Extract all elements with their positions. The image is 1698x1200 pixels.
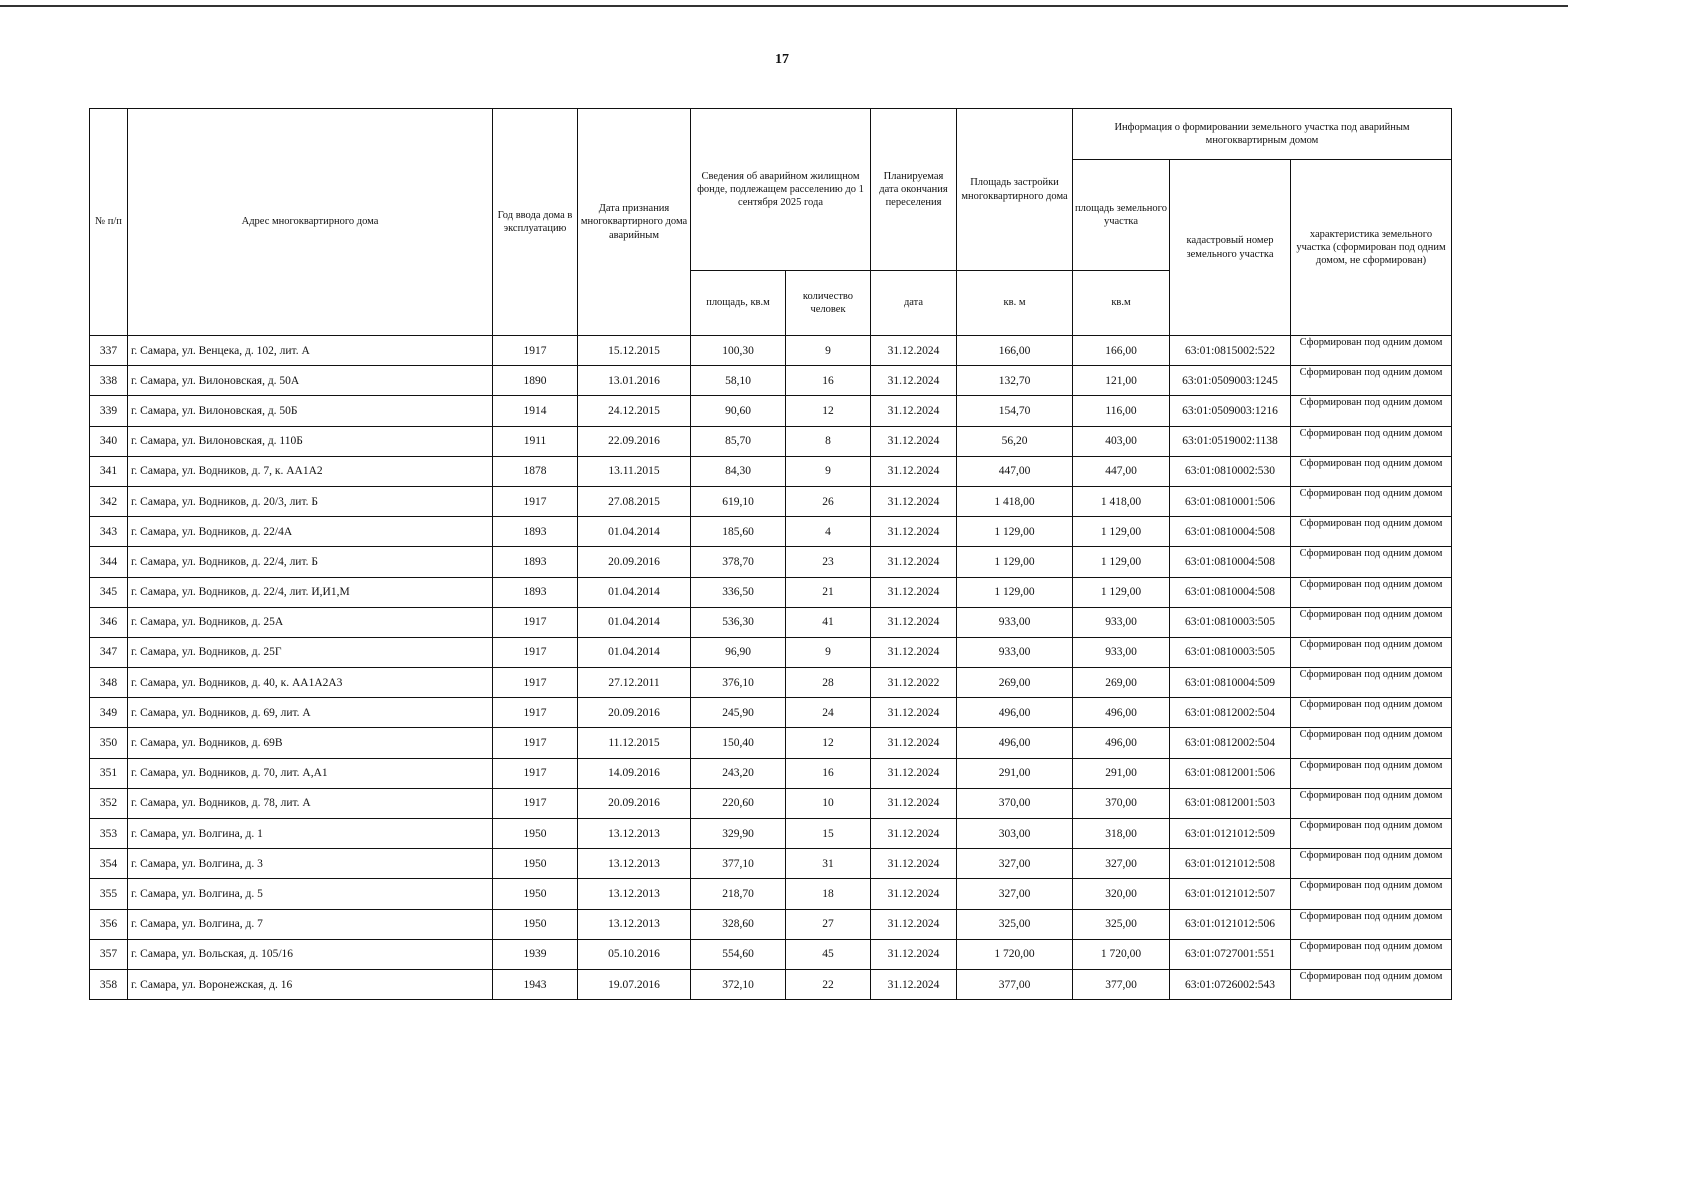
header-land-area-unit: кв.м xyxy=(1073,271,1170,336)
row-building-area: 377,00 xyxy=(957,969,1073,999)
row-area: 100,30 xyxy=(691,336,786,366)
row-planned-date: 31.12.2024 xyxy=(871,969,957,999)
row-number: 353 xyxy=(90,819,128,849)
row-number: 342 xyxy=(90,486,128,516)
row-people: 22 xyxy=(786,969,871,999)
row-area: 218,70 xyxy=(691,879,786,909)
table-row xyxy=(90,607,1452,637)
row-number: 346 xyxy=(90,607,128,637)
row-land-area: 269,00 xyxy=(1073,668,1170,698)
row-cadastral: 63:01:0810003:505 xyxy=(1170,607,1291,637)
row-area: 220,60 xyxy=(691,788,786,818)
row-building-area: 1 418,00 xyxy=(957,486,1073,516)
row-cadastral: 63:01:0509003:1245 xyxy=(1170,366,1291,396)
row-year: 1914 xyxy=(493,396,578,426)
row-land-area: 318,00 xyxy=(1073,819,1170,849)
row-land-characteristic: Сформирован под одним домом xyxy=(1291,486,1452,516)
row-planned-date: 31.12.2024 xyxy=(871,879,957,909)
row-recognition-date: 05.10.2016 xyxy=(578,939,691,969)
header-land-area: площадь земельного участка xyxy=(1073,160,1170,271)
row-planned-date: 31.12.2024 xyxy=(871,396,957,426)
row-land-characteristic: Сформирован под одним домом xyxy=(1291,698,1452,728)
row-land-area: 1 129,00 xyxy=(1073,517,1170,547)
row-land-characteristic: Сформирован под одним домом xyxy=(1291,517,1452,547)
row-building-area: 1 129,00 xyxy=(957,517,1073,547)
table-row xyxy=(90,788,1452,818)
row-recognition-date: 13.12.2013 xyxy=(578,879,691,909)
row-number: 356 xyxy=(90,909,128,939)
row-cadastral: 63:01:0810004:508 xyxy=(1170,577,1291,607)
row-building-area: 1 720,00 xyxy=(957,939,1073,969)
row-land-area: 327,00 xyxy=(1073,849,1170,879)
table-row xyxy=(90,849,1452,879)
table-row xyxy=(90,698,1452,728)
row-recognition-date: 20.09.2016 xyxy=(578,547,691,577)
row-land-area: 166,00 xyxy=(1073,336,1170,366)
row-building-area: 56,20 xyxy=(957,426,1073,456)
table-row xyxy=(90,486,1452,516)
row-recognition-date: 13.12.2013 xyxy=(578,909,691,939)
row-people: 31 xyxy=(786,849,871,879)
row-building-area: 327,00 xyxy=(957,849,1073,879)
row-address: г. Самара, ул. Водников, д. 22/4, лит. И,И1,М xyxy=(128,577,493,607)
row-cadastral: 63:01:0121012:509 xyxy=(1170,819,1291,849)
table-row xyxy=(90,758,1452,788)
row-planned-date: 31.12.2024 xyxy=(871,486,957,516)
row-cadastral: 63:01:0810004:508 xyxy=(1170,547,1291,577)
row-recognition-date: 01.04.2014 xyxy=(578,637,691,667)
header-cadastral: кадастровый номер земельного участка xyxy=(1170,160,1291,336)
row-land-area: 447,00 xyxy=(1073,456,1170,486)
row-building-area: 496,00 xyxy=(957,728,1073,758)
row-recognition-date: 24.12.2015 xyxy=(578,396,691,426)
row-people: 9 xyxy=(786,336,871,366)
row-land-characteristic: Сформирован под одним домом xyxy=(1291,969,1452,999)
row-land-area: 1 720,00 xyxy=(1073,939,1170,969)
row-land-characteristic: Сформирован под одним домом xyxy=(1291,577,1452,607)
row-area: 245,90 xyxy=(691,698,786,728)
row-planned-date: 31.12.2024 xyxy=(871,849,957,879)
row-address: г. Самара, ул. Водников, д. 69, лит. А xyxy=(128,698,493,728)
row-cadastral: 63:01:0812002:504 xyxy=(1170,698,1291,728)
row-cadastral: 63:01:0812001:503 xyxy=(1170,788,1291,818)
row-recognition-date: 22.09.2016 xyxy=(578,426,691,456)
header-people-count: количество человек xyxy=(786,271,871,336)
table-row xyxy=(90,396,1452,426)
row-planned-date: 31.12.2024 xyxy=(871,336,957,366)
header-building-area-unit: кв. м xyxy=(957,271,1073,336)
row-year: 1950 xyxy=(493,909,578,939)
row-year: 1893 xyxy=(493,577,578,607)
row-area: 372,10 xyxy=(691,969,786,999)
row-recognition-date: 27.12.2011 xyxy=(578,668,691,698)
row-land-area: 325,00 xyxy=(1073,909,1170,939)
row-people: 9 xyxy=(786,637,871,667)
row-address: г. Самара, ул. Водников, д. 40, к. АА1А2А3 xyxy=(128,668,493,698)
row-land-characteristic: Сформирован под одним домом xyxy=(1291,547,1452,577)
row-land-area: 116,00 xyxy=(1073,396,1170,426)
table-row xyxy=(90,366,1452,396)
page-number: 17 xyxy=(775,52,789,67)
row-land-characteristic: Сформирован под одним домом xyxy=(1291,668,1452,698)
row-planned-date: 31.12.2024 xyxy=(871,456,957,486)
row-area: 150,40 xyxy=(691,728,786,758)
row-year: 1917 xyxy=(493,698,578,728)
row-cadastral: 63:01:0519002:1138 xyxy=(1170,426,1291,456)
row-building-area: 327,00 xyxy=(957,879,1073,909)
row-planned-date: 31.12.2024 xyxy=(871,607,957,637)
row-year: 1917 xyxy=(493,486,578,516)
row-area: 329,90 xyxy=(691,819,786,849)
row-building-area: 269,00 xyxy=(957,668,1073,698)
row-building-area: 447,00 xyxy=(957,456,1073,486)
row-land-area: 403,00 xyxy=(1073,426,1170,456)
row-land-characteristic: Сформирован под одним домом xyxy=(1291,456,1452,486)
row-land-characteristic: Сформирован под одним домом xyxy=(1291,426,1452,456)
table-row xyxy=(90,939,1452,969)
row-people: 9 xyxy=(786,456,871,486)
row-land-characteristic: Сформирован под одним домом xyxy=(1291,607,1452,637)
row-address: г. Самара, ул. Волгина, д. 7 xyxy=(128,909,493,939)
row-land-characteristic: Сформирован под одним домом xyxy=(1291,909,1452,939)
row-recognition-date: 13.12.2013 xyxy=(578,819,691,849)
row-recognition-date: 27.08.2015 xyxy=(578,486,691,516)
row-address: г. Самара, ул. Волгина, д. 1 xyxy=(128,819,493,849)
row-land-area: 377,00 xyxy=(1073,969,1170,999)
row-number: 344 xyxy=(90,547,128,577)
row-recognition-date: 11.12.2015 xyxy=(578,728,691,758)
row-number: 340 xyxy=(90,426,128,456)
row-address: г. Самара, ул. Водников, д. 78, лит. А xyxy=(128,788,493,818)
row-recognition-date: 01.04.2014 xyxy=(578,577,691,607)
row-number: 349 xyxy=(90,698,128,728)
row-land-characteristic: Сформирован под одним домом xyxy=(1291,758,1452,788)
row-number: 352 xyxy=(90,788,128,818)
row-number: 339 xyxy=(90,396,128,426)
row-people: 45 xyxy=(786,939,871,969)
top-rule xyxy=(0,5,1568,7)
row-cadastral: 63:01:0121012:507 xyxy=(1170,879,1291,909)
row-planned-date: 31.12.2024 xyxy=(871,698,957,728)
table-row xyxy=(90,517,1452,547)
row-year: 1917 xyxy=(493,788,578,818)
row-year: 1911 xyxy=(493,426,578,456)
row-building-area: 166,00 xyxy=(957,336,1073,366)
row-cadastral: 63:01:0121012:506 xyxy=(1170,909,1291,939)
row-area: 58,10 xyxy=(691,366,786,396)
header-num: № п/п xyxy=(90,109,128,336)
row-people: 27 xyxy=(786,909,871,939)
row-address: г. Самара, ул. Водников, д. 70, лит. А,А1 xyxy=(128,758,493,788)
row-year: 1917 xyxy=(493,637,578,667)
emergency-housing-table xyxy=(89,108,1452,1000)
row-cadastral: 63:01:0810004:509 xyxy=(1170,668,1291,698)
row-year: 1950 xyxy=(493,849,578,879)
row-cadastral: 63:01:0815002:522 xyxy=(1170,336,1291,366)
row-cadastral: 63:01:0727001:551 xyxy=(1170,939,1291,969)
row-area: 84,30 xyxy=(691,456,786,486)
row-cadastral: 63:01:0810001:506 xyxy=(1170,486,1291,516)
header-planned-date: Планируемая дата окончания переселения xyxy=(871,109,957,271)
row-building-area: 303,00 xyxy=(957,819,1073,849)
row-area: 336,50 xyxy=(691,577,786,607)
row-address: г. Самара, ул. Вольская, д. 105/16 xyxy=(128,939,493,969)
row-year: 1917 xyxy=(493,336,578,366)
row-land-characteristic: Сформирован под одним домом xyxy=(1291,366,1452,396)
row-area: 185,60 xyxy=(691,517,786,547)
row-area: 376,10 xyxy=(691,668,786,698)
row-address: г. Самара, ул. Водников, д. 20/3, лит. Б xyxy=(128,486,493,516)
row-address: г. Самара, ул. Водников, д. 22/4, лит. Б xyxy=(128,547,493,577)
row-number: 354 xyxy=(90,849,128,879)
table-row xyxy=(90,879,1452,909)
row-people: 16 xyxy=(786,758,871,788)
row-land-characteristic: Сформирован под одним домом xyxy=(1291,819,1452,849)
row-address: г. Самара, ул. Волгина, д. 5 xyxy=(128,879,493,909)
row-cadastral: 63:01:0812002:504 xyxy=(1170,728,1291,758)
table-row xyxy=(90,819,1452,849)
table-row xyxy=(90,637,1452,667)
row-land-area: 1 418,00 xyxy=(1073,486,1170,516)
row-number: 351 xyxy=(90,758,128,788)
row-land-characteristic: Сформирован под одним домом xyxy=(1291,939,1452,969)
header-date-unit: дата xyxy=(871,271,957,336)
row-area: 619,10 xyxy=(691,486,786,516)
row-address: г. Самара, ул. Водников, д. 22/4А xyxy=(128,517,493,547)
row-recognition-date: 14.09.2016 xyxy=(578,758,691,788)
row-land-characteristic: Сформирован под одним домом xyxy=(1291,396,1452,426)
row-address: г. Самара, ул. Водников, д. 69В xyxy=(128,728,493,758)
row-planned-date: 31.12.2024 xyxy=(871,909,957,939)
row-area: 243,20 xyxy=(691,758,786,788)
row-planned-date: 31.12.2024 xyxy=(871,517,957,547)
row-cadastral: 63:01:0812001:506 xyxy=(1170,758,1291,788)
row-cadastral: 63:01:0726002:543 xyxy=(1170,969,1291,999)
row-land-characteristic: Сформирован под одним домом xyxy=(1291,788,1452,818)
row-recognition-date: 20.09.2016 xyxy=(578,788,691,818)
row-area: 90,60 xyxy=(691,396,786,426)
row-address: г. Самара, ул. Волгина, д. 3 xyxy=(128,849,493,879)
row-people: 12 xyxy=(786,396,871,426)
table-row xyxy=(90,909,1452,939)
table-header xyxy=(90,109,1452,336)
row-people: 23 xyxy=(786,547,871,577)
table-row xyxy=(90,547,1452,577)
row-planned-date: 31.12.2024 xyxy=(871,547,957,577)
row-planned-date: 31.12.2024 xyxy=(871,426,957,456)
row-area: 96,90 xyxy=(691,637,786,667)
row-number: 348 xyxy=(90,668,128,698)
row-address: г. Самара, ул. Вилоновская, д. 50Б xyxy=(128,396,493,426)
row-land-area: 370,00 xyxy=(1073,788,1170,818)
table-row xyxy=(90,668,1452,698)
row-people: 8 xyxy=(786,426,871,456)
table-row xyxy=(90,728,1452,758)
row-planned-date: 31.12.2024 xyxy=(871,637,957,667)
row-recognition-date: 13.01.2016 xyxy=(578,366,691,396)
row-address: г. Самара, ул. Венцека, д. 102, лит. А xyxy=(128,336,493,366)
table-row xyxy=(90,969,1452,999)
table-body xyxy=(90,336,1452,1000)
row-planned-date: 31.12.2024 xyxy=(871,577,957,607)
row-people: 12 xyxy=(786,728,871,758)
row-recognition-date: 15.12.2015 xyxy=(578,336,691,366)
row-building-area: 496,00 xyxy=(957,698,1073,728)
row-recognition-date: 13.12.2013 xyxy=(578,849,691,879)
row-land-characteristic: Сформирован под одним домом xyxy=(1291,849,1452,879)
row-address: г. Самара, ул. Водников, д. 7, к. АА1А2 xyxy=(128,456,493,486)
row-people: 26 xyxy=(786,486,871,516)
row-planned-date: 31.12.2024 xyxy=(871,939,957,969)
row-people: 28 xyxy=(786,668,871,698)
row-area: 554,60 xyxy=(691,939,786,969)
row-year: 1893 xyxy=(493,547,578,577)
row-area: 85,70 xyxy=(691,426,786,456)
row-building-area: 933,00 xyxy=(957,607,1073,637)
row-year: 1917 xyxy=(493,728,578,758)
header-area-sqm: площадь, кв.м xyxy=(691,271,786,336)
row-planned-date: 31.12.2024 xyxy=(871,758,957,788)
row-land-area: 320,00 xyxy=(1073,879,1170,909)
row-building-area: 1 129,00 xyxy=(957,547,1073,577)
row-area: 536,30 xyxy=(691,607,786,637)
row-people: 10 xyxy=(786,788,871,818)
row-planned-date: 31.12.2024 xyxy=(871,819,957,849)
row-year: 1890 xyxy=(493,366,578,396)
row-planned-date: 31.12.2024 xyxy=(871,788,957,818)
row-recognition-date: 19.07.2016 xyxy=(578,969,691,999)
row-building-area: 325,00 xyxy=(957,909,1073,939)
row-year: 1950 xyxy=(493,819,578,849)
table-row xyxy=(90,336,1452,366)
row-recognition-date: 01.04.2014 xyxy=(578,517,691,547)
row-year: 1878 xyxy=(493,456,578,486)
row-recognition-date: 13.11.2015 xyxy=(578,456,691,486)
row-number: 350 xyxy=(90,728,128,758)
row-number: 358 xyxy=(90,969,128,999)
row-year: 1943 xyxy=(493,969,578,999)
table-row xyxy=(90,577,1452,607)
row-area: 377,10 xyxy=(691,849,786,879)
row-address: г. Самара, ул. Водников, д. 25А xyxy=(128,607,493,637)
row-address: г. Самара, ул. Вилоновская, д. 110Б xyxy=(128,426,493,456)
row-number: 337 xyxy=(90,336,128,366)
row-year: 1917 xyxy=(493,668,578,698)
row-planned-date: 31.12.2024 xyxy=(871,366,957,396)
row-number: 347 xyxy=(90,637,128,667)
row-land-area: 496,00 xyxy=(1073,698,1170,728)
row-people: 4 xyxy=(786,517,871,547)
row-number: 341 xyxy=(90,456,128,486)
row-people: 16 xyxy=(786,366,871,396)
row-land-area: 933,00 xyxy=(1073,637,1170,667)
row-people: 41 xyxy=(786,607,871,637)
row-land-characteristic: Сформирован под одним домом xyxy=(1291,728,1452,758)
row-land-area: 1 129,00 xyxy=(1073,577,1170,607)
row-cadastral: 63:01:0810003:505 xyxy=(1170,637,1291,667)
row-cadastral: 63:01:0810002:530 xyxy=(1170,456,1291,486)
row-address: г. Самара, ул. Воронежская, д. 16 xyxy=(128,969,493,999)
row-cadastral: 63:01:0810004:508 xyxy=(1170,517,1291,547)
row-area: 328,60 xyxy=(691,909,786,939)
row-people: 15 xyxy=(786,819,871,849)
header-emergency-info: Сведения об аварийном жилищном фонде, подлежащем расселению до 1 сентября 2025 года xyxy=(691,109,871,271)
row-cadastral: 63:01:0121012:508 xyxy=(1170,849,1291,879)
row-recognition-date: 01.04.2014 xyxy=(578,607,691,637)
row-address: г. Самара, ул. Водников, д. 25Г xyxy=(128,637,493,667)
row-people: 21 xyxy=(786,577,871,607)
row-number: 355 xyxy=(90,879,128,909)
header-building-area: Площадь застройки многоквартирного дома xyxy=(957,109,1073,271)
row-number: 338 xyxy=(90,366,128,396)
row-land-area: 291,00 xyxy=(1073,758,1170,788)
header-recognition-date: Дата признания многоквартирного дома аварийным xyxy=(578,109,691,336)
row-land-characteristic: Сформирован под одним домом xyxy=(1291,637,1452,667)
row-land-area: 1 129,00 xyxy=(1073,547,1170,577)
row-year: 1950 xyxy=(493,879,578,909)
row-number: 357 xyxy=(90,939,128,969)
row-planned-date: 31.12.2022 xyxy=(871,668,957,698)
row-address: г. Самара, ул. Вилоновская, д. 50А xyxy=(128,366,493,396)
row-building-area: 154,70 xyxy=(957,396,1073,426)
row-year: 1939 xyxy=(493,939,578,969)
header-address: Адрес многоквартирного дома xyxy=(128,109,493,336)
row-year: 1917 xyxy=(493,607,578,637)
row-recognition-date: 20.09.2016 xyxy=(578,698,691,728)
header-year: Год ввода дома в эксплуатацию xyxy=(493,109,578,336)
row-building-area: 370,00 xyxy=(957,788,1073,818)
row-people: 18 xyxy=(786,879,871,909)
row-land-area: 933,00 xyxy=(1073,607,1170,637)
header-land-info: Информация о формировании земельного участка под аварийным многоквартирным домом xyxy=(1073,109,1452,160)
row-number: 345 xyxy=(90,577,128,607)
table-row xyxy=(90,426,1452,456)
row-people: 24 xyxy=(786,698,871,728)
row-cadastral: 63:01:0509003:1216 xyxy=(1170,396,1291,426)
row-land-area: 121,00 xyxy=(1073,366,1170,396)
header-land-characteristic: характеристика земельного участка (сформирован под одним домом, не сформирован) xyxy=(1291,160,1452,336)
row-number: 343 xyxy=(90,517,128,547)
row-year: 1917 xyxy=(493,758,578,788)
row-building-area: 1 129,00 xyxy=(957,577,1073,607)
row-building-area: 933,00 xyxy=(957,637,1073,667)
row-area: 378,70 xyxy=(691,547,786,577)
row-building-area: 132,70 xyxy=(957,366,1073,396)
row-building-area: 291,00 xyxy=(957,758,1073,788)
table-row xyxy=(90,456,1452,486)
row-land-area: 496,00 xyxy=(1073,728,1170,758)
row-land-characteristic: Сформирован под одним домом xyxy=(1291,336,1452,366)
row-year: 1893 xyxy=(493,517,578,547)
row-land-characteristic: Сформирован под одним домом xyxy=(1291,879,1452,909)
row-planned-date: 31.12.2024 xyxy=(871,728,957,758)
